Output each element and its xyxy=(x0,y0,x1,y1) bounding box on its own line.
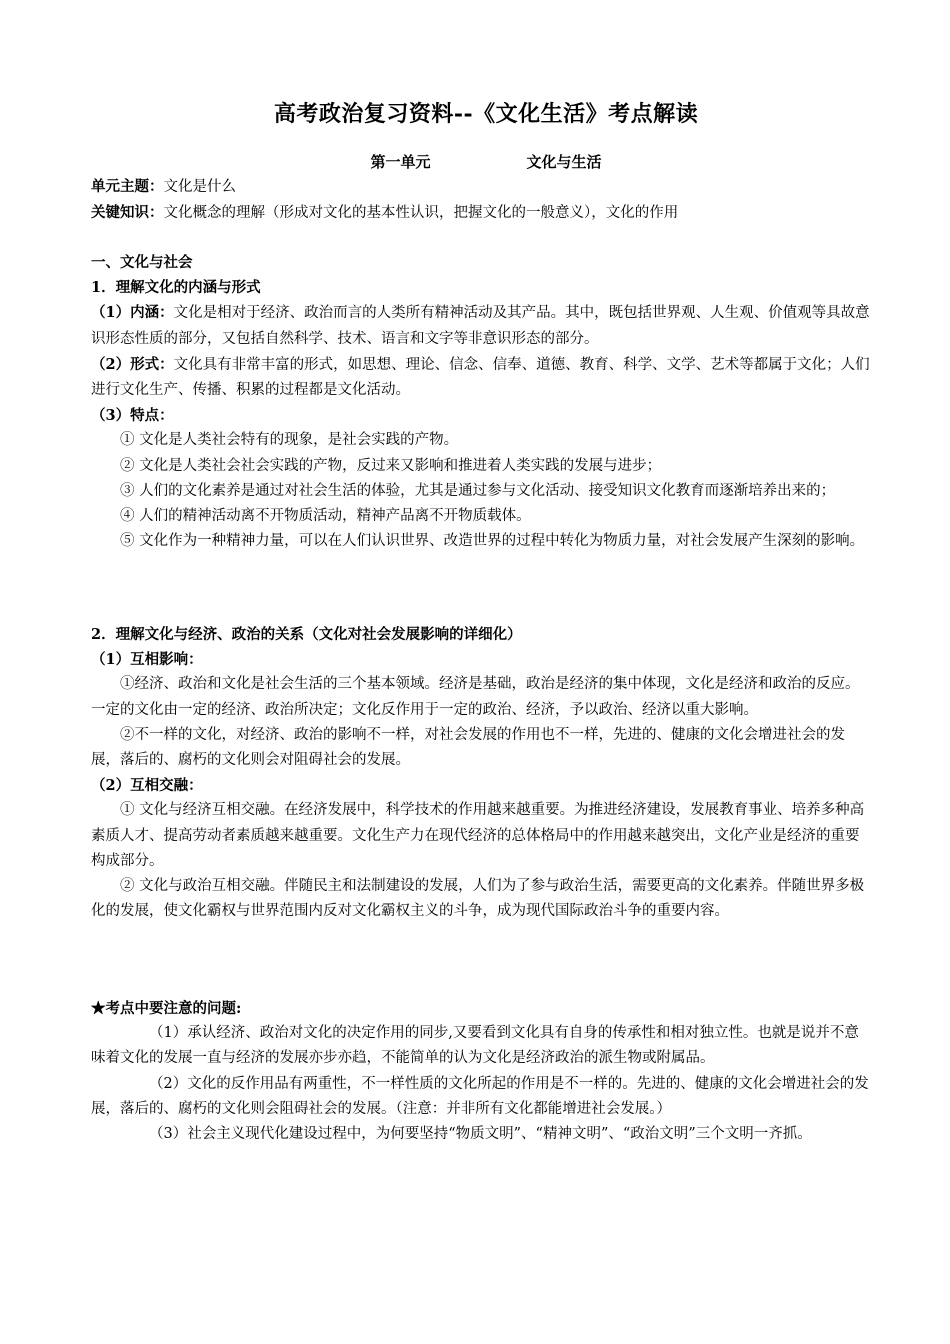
unit-theme-label: 单元主题： xyxy=(91,178,164,195)
feature-item: ① 文化是人类社会特有的现象，是社会实践的产物。 xyxy=(120,432,459,449)
key-knowledge-label: 关键知识： xyxy=(91,204,164,222)
feature-item: ③ 人们的文化素养是通过对社会生活的体验，尤其是通过参与文化活动、接受知识文化教育而逐渐培养出来的； xyxy=(120,482,836,499)
notes-heading: ★考点中要注意的问题: xyxy=(91,1000,242,1017)
connotation-paragraph xyxy=(91,300,871,351)
unit-intro xyxy=(91,174,871,226)
mutual-blend-label: （2）互相交融： xyxy=(91,777,203,795)
unit-theme-line xyxy=(91,174,871,200)
section-culture-economy-politics xyxy=(91,622,871,924)
features-label: （3）特点： xyxy=(91,407,174,425)
section-culture-society xyxy=(91,250,871,554)
document-title: 高考政治复习资料--《文化生活》考点解读 xyxy=(273,101,699,127)
form-paragraph xyxy=(91,352,871,403)
unit-name: 文化与生活 xyxy=(526,153,602,171)
influence-item: ②不一样的文化，对经济、政治的影响不一样，对社会发展的作用也不一样，先进的、健康的文化会增进社会的发展，落后的、腐朽的文化则会对阻碍社会的发展。 xyxy=(91,726,845,769)
note-item: （1）承认经济、政治对文化的决定作用的同步,又要看到文化具有自身的传承性和相对独立性。也就是说并不意味着文化的发展一直与经济的发展亦步亦趋，不能简单的认为文化是经济政治的派生物或附属品。 xyxy=(91,1025,859,1067)
form-text: 文化具有非常丰富的形式，如思想、理论、信念、信奉、道德、教育、科学、文学、艺术等都属于文化；人们进行文化生产、传播、积累的过程都是文化活动。 xyxy=(91,356,870,399)
connotation-text: 文化是相对于经济、政治而言的人类所有精神活动及其产品。其中，既包括世界观、人生观、价值观等具故意识形态性质的部分，又包括自然科学、技术、语言和文字等非意识形态的部分。 xyxy=(91,305,870,347)
subsection-heading: 2．理解文化与经济、政治的关系（文化对社会发展影响的详细化） xyxy=(91,626,522,643)
unit-theme-text: 文化是什么 xyxy=(163,179,236,195)
subsection-heading: 1．理解文化的内涵与形式 xyxy=(91,279,261,297)
note-item: （3）社会主义现代化建设过程中，为何要坚持“物质文明”、“精神文明”、“政治文明”三个文明一齐抓。 xyxy=(149,1126,812,1143)
influence-item: ①经济、政治和文化是社会生活的三个基本领域。经济是基础，政治是经济的集中体现，文化是经济和政治的反应。一定的文化由一定的经济、政治所决定；文化反作用于一定的政治、经济，予以政治、经济以重大影响。 xyxy=(91,676,860,718)
section-heading: 一、文化与社会 xyxy=(91,254,193,271)
blend-item: ① 文化与经济互相交融。在经济发展中，科学技术的作用越来越重要。为推进经济建设，发展教育事业、培养多种高素质人才、提高劳动者素质越来越重要。文化生产力在现代经济的总体格局中的作用越来越突出，文化产业是经济的重要构成部分。 xyxy=(91,802,865,869)
connotation-label: （1）内涵： xyxy=(91,304,174,322)
key-knowledge-text: 文化概念的理解（形成对文化的基本性认识，把握文化的一般意义），文化的作用 xyxy=(163,205,679,222)
unit-number: 第一单元 xyxy=(370,153,431,171)
form-label: （2）形式： xyxy=(91,355,174,373)
note-item: （2）文化的反作用品有两重性，不一样性质的文化所起的作用是不一样的。先进的、健康的文化会增进社会的发展，落后的、腐朽的文化则会阻碍社会的发展。（注意：并非所有文化都能增进社会发展。） xyxy=(91,1075,869,1117)
key-knowledge-line xyxy=(91,200,871,226)
feature-item: ⑤ 文化作为一种精神力量，可以在人们认识世界、改造世界的过程中转化为物质力量，对社会发展产生深刻的影响。 xyxy=(120,533,865,550)
blend-item: ② 文化与政治互相交融。伴随民主和法制建设的发展，人们为了参与政治生活，需要更高的文化素养。伴随世界多极化的发展，使文化霸权与世界范围内反对文化霸权主义的斗争，成为现代国际政治斗争的重要内容。 xyxy=(91,878,865,920)
feature-item: ② 文化是人类社会社会实践的产物，反过来又影响和推进着人类实践的发展与进步； xyxy=(120,457,662,474)
notes-section xyxy=(91,996,871,1147)
feature-item: ④ 人们的精神活动离不开物质活动，精神产品离不开物质载体。 xyxy=(120,508,531,525)
mutual-influence-label: （1）互相影响： xyxy=(91,651,203,669)
unit-heading xyxy=(91,151,881,172)
